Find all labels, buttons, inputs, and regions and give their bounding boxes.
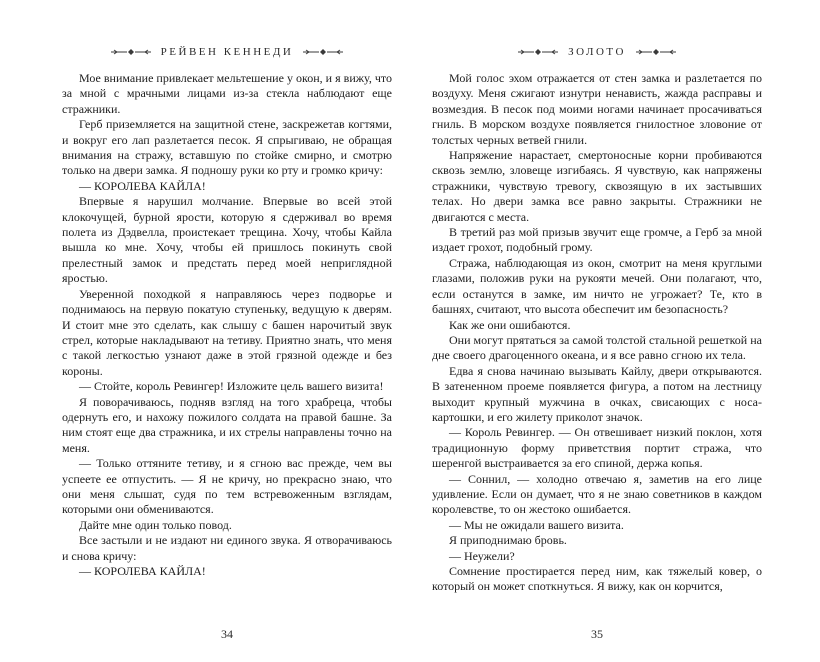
running-head-book-title: ЗОЛОТО	[568, 46, 626, 58]
page-number-right: 35	[591, 627, 603, 641]
paragraph: Дайте мне один только повод.	[79, 517, 232, 532]
paragraph: — Мы не ожидали вашего визита.	[449, 517, 624, 532]
paragraph: Я приподнимаю бровь.	[449, 533, 567, 548]
paragraph: Уверенной походкой я направляюсь через подворье и поднимаюсь на первую покатую ступеньку, ведущую к дверям. И стоит мне это сделать, как слышу с башен нарочитый звук стрел, которые накладывают на тетиву. Приятно знать, что меня с такой легкостью узнают даже в этой грязной одежде и без короны.	[62, 286, 392, 378]
page-header-right	[432, 46, 762, 58]
paragraph: Я поворачиваюсь, подняв взгляд на того храбреца, чтобы одернуть его, и нахожу пожилого солдата на правой башне. За ним стоят еще два стражника, и их стрелы направлены точно на меня.	[62, 394, 392, 455]
paragraph: Мое внимание привлекает мельтешение у окон, и я вижу, что за мной с мрачными лицами из-за стекла наблюдают еще стражники.	[62, 71, 392, 116]
paragraph: — КОРОЛЕВА КАЙЛА!	[79, 564, 206, 578]
paragraph: Мой голос эхом отражается от стен замка и разлетается по воздуху. Меня сжигают изнутри ненависть, жажда расправы и возмездия. В песок под моими ногами начинает просачиваться гниль. В морском воздухе появляется гнилостное зловоние от толстых черных ветвей гнили.	[432, 71, 762, 147]
paragraph: — Стойте, король Ревингер! Изложите цель вашего визита!	[79, 379, 384, 394]
paragraph: Едва я снова начинаю вызывать Кайлу, двери открываются. В затененном проеме появляется фигура, а потом на лестницу выходит крупный мужчина в очках, свисающих с носа-картошки, и его жилету приколот значок.	[432, 363, 762, 424]
paragraph: Они могут прятаться за самой толстой стальной решеткой на дне своего драгоценного океана, и я все равно сгною их тела.	[432, 332, 762, 363]
arrow-diamond-ornament-icon	[518, 48, 558, 56]
paragraph: Как же они ошибаются.	[449, 317, 571, 332]
paragraph: Стража, наблюдающая из окон, смотрит на меня круглыми глазами, положив руки на рукояти мечей. Они полагают, что, если останутся в замке, им ничто не угрожает? Те, кто в башнях, считают, что высота обеспечит им безопасность?	[432, 255, 762, 317]
page-right	[410, 0, 820, 662]
page-number-left: 34	[221, 627, 233, 641]
paragraph: — КОРОЛЕВА КАЙЛА!	[79, 178, 206, 193]
arrow-diamond-ornament-icon	[636, 48, 676, 56]
paragraph: Напряжение нарастает, смертоносные корни пробиваются сквозь землю, зловеще изгибаясь. Я чувствую, как напряжены стражники, чувствую тревогу, сквозящую в их застывших телах. Но двери замка все равно закрыты. Стражники не двигаются с места.	[432, 148, 762, 224]
running-head-author: РЕЙВЕН КЕННЕДИ	[160, 46, 294, 58]
arrow-diamond-ornament-icon	[111, 48, 151, 56]
paragraph: Сомнение простирается перед ним, как тяжелый ковер, о который он может споткнуться. Я вижу, как он корчится,	[432, 564, 762, 594]
page-text-left	[62, 71, 392, 621]
arrow-diamond-ornament-icon	[303, 48, 343, 56]
paragraph: В третий раз мой призыв звучит еще громче, а Герб за мной издает грохот, подобный грому.	[432, 225, 762, 255]
paragraph: — Только оттяните тетиву, и я сгною вас прежде, чем вы успеете ее отпустить. — Я не кричу, но прекрасно знаю, что они меня слышат, судя по тем встревоженным взглядам, которыми они обмениваются.	[62, 456, 392, 517]
paragraph: — Король Ревингер. — Он отвешивает низкий поклон, хотя традиционную форму приветствия портит стража, что шеренгой выстраивается за его спиной, держа копья.	[432, 425, 762, 471]
paragraph: — Соннил, — холодно отвечаю я, заметив на его лице удивление. Если он думает, что я не знаю советников в каждом королевстве, то он жестоко ошибается.	[432, 471, 762, 517]
paragraph: — Неужели?	[449, 548, 515, 563]
page-text-right	[432, 71, 762, 621]
paragraph: Все застыли и не издают ни единого звука. Я отворачиваюсь и снова кричу:	[62, 533, 392, 563]
paragraph: Герб приземляется на защитной стене, заскрежетав когтями, и вокруг его лап разлетается песок. Я спрыгиваю, не обращая внимания на стражу, вставшую по стойке смирно, и смотрю только на двери замка. Я подношу руки ко рту и громко кричу:	[62, 117, 392, 178]
paragraph: Впервые я нарушил молчание. Впервые во всей этой клокочущей, бурной ярости, которую я сдерживал во время полета из Дэдвелла, проистекает трещина. Хочу, чтобы Кайла вышла ко мне. Хочу, чтобы ей пришлось покинуть свой прелестный замок и предстать перед моей неприглядной яростью.	[62, 194, 392, 286]
page-header-left	[62, 46, 392, 58]
